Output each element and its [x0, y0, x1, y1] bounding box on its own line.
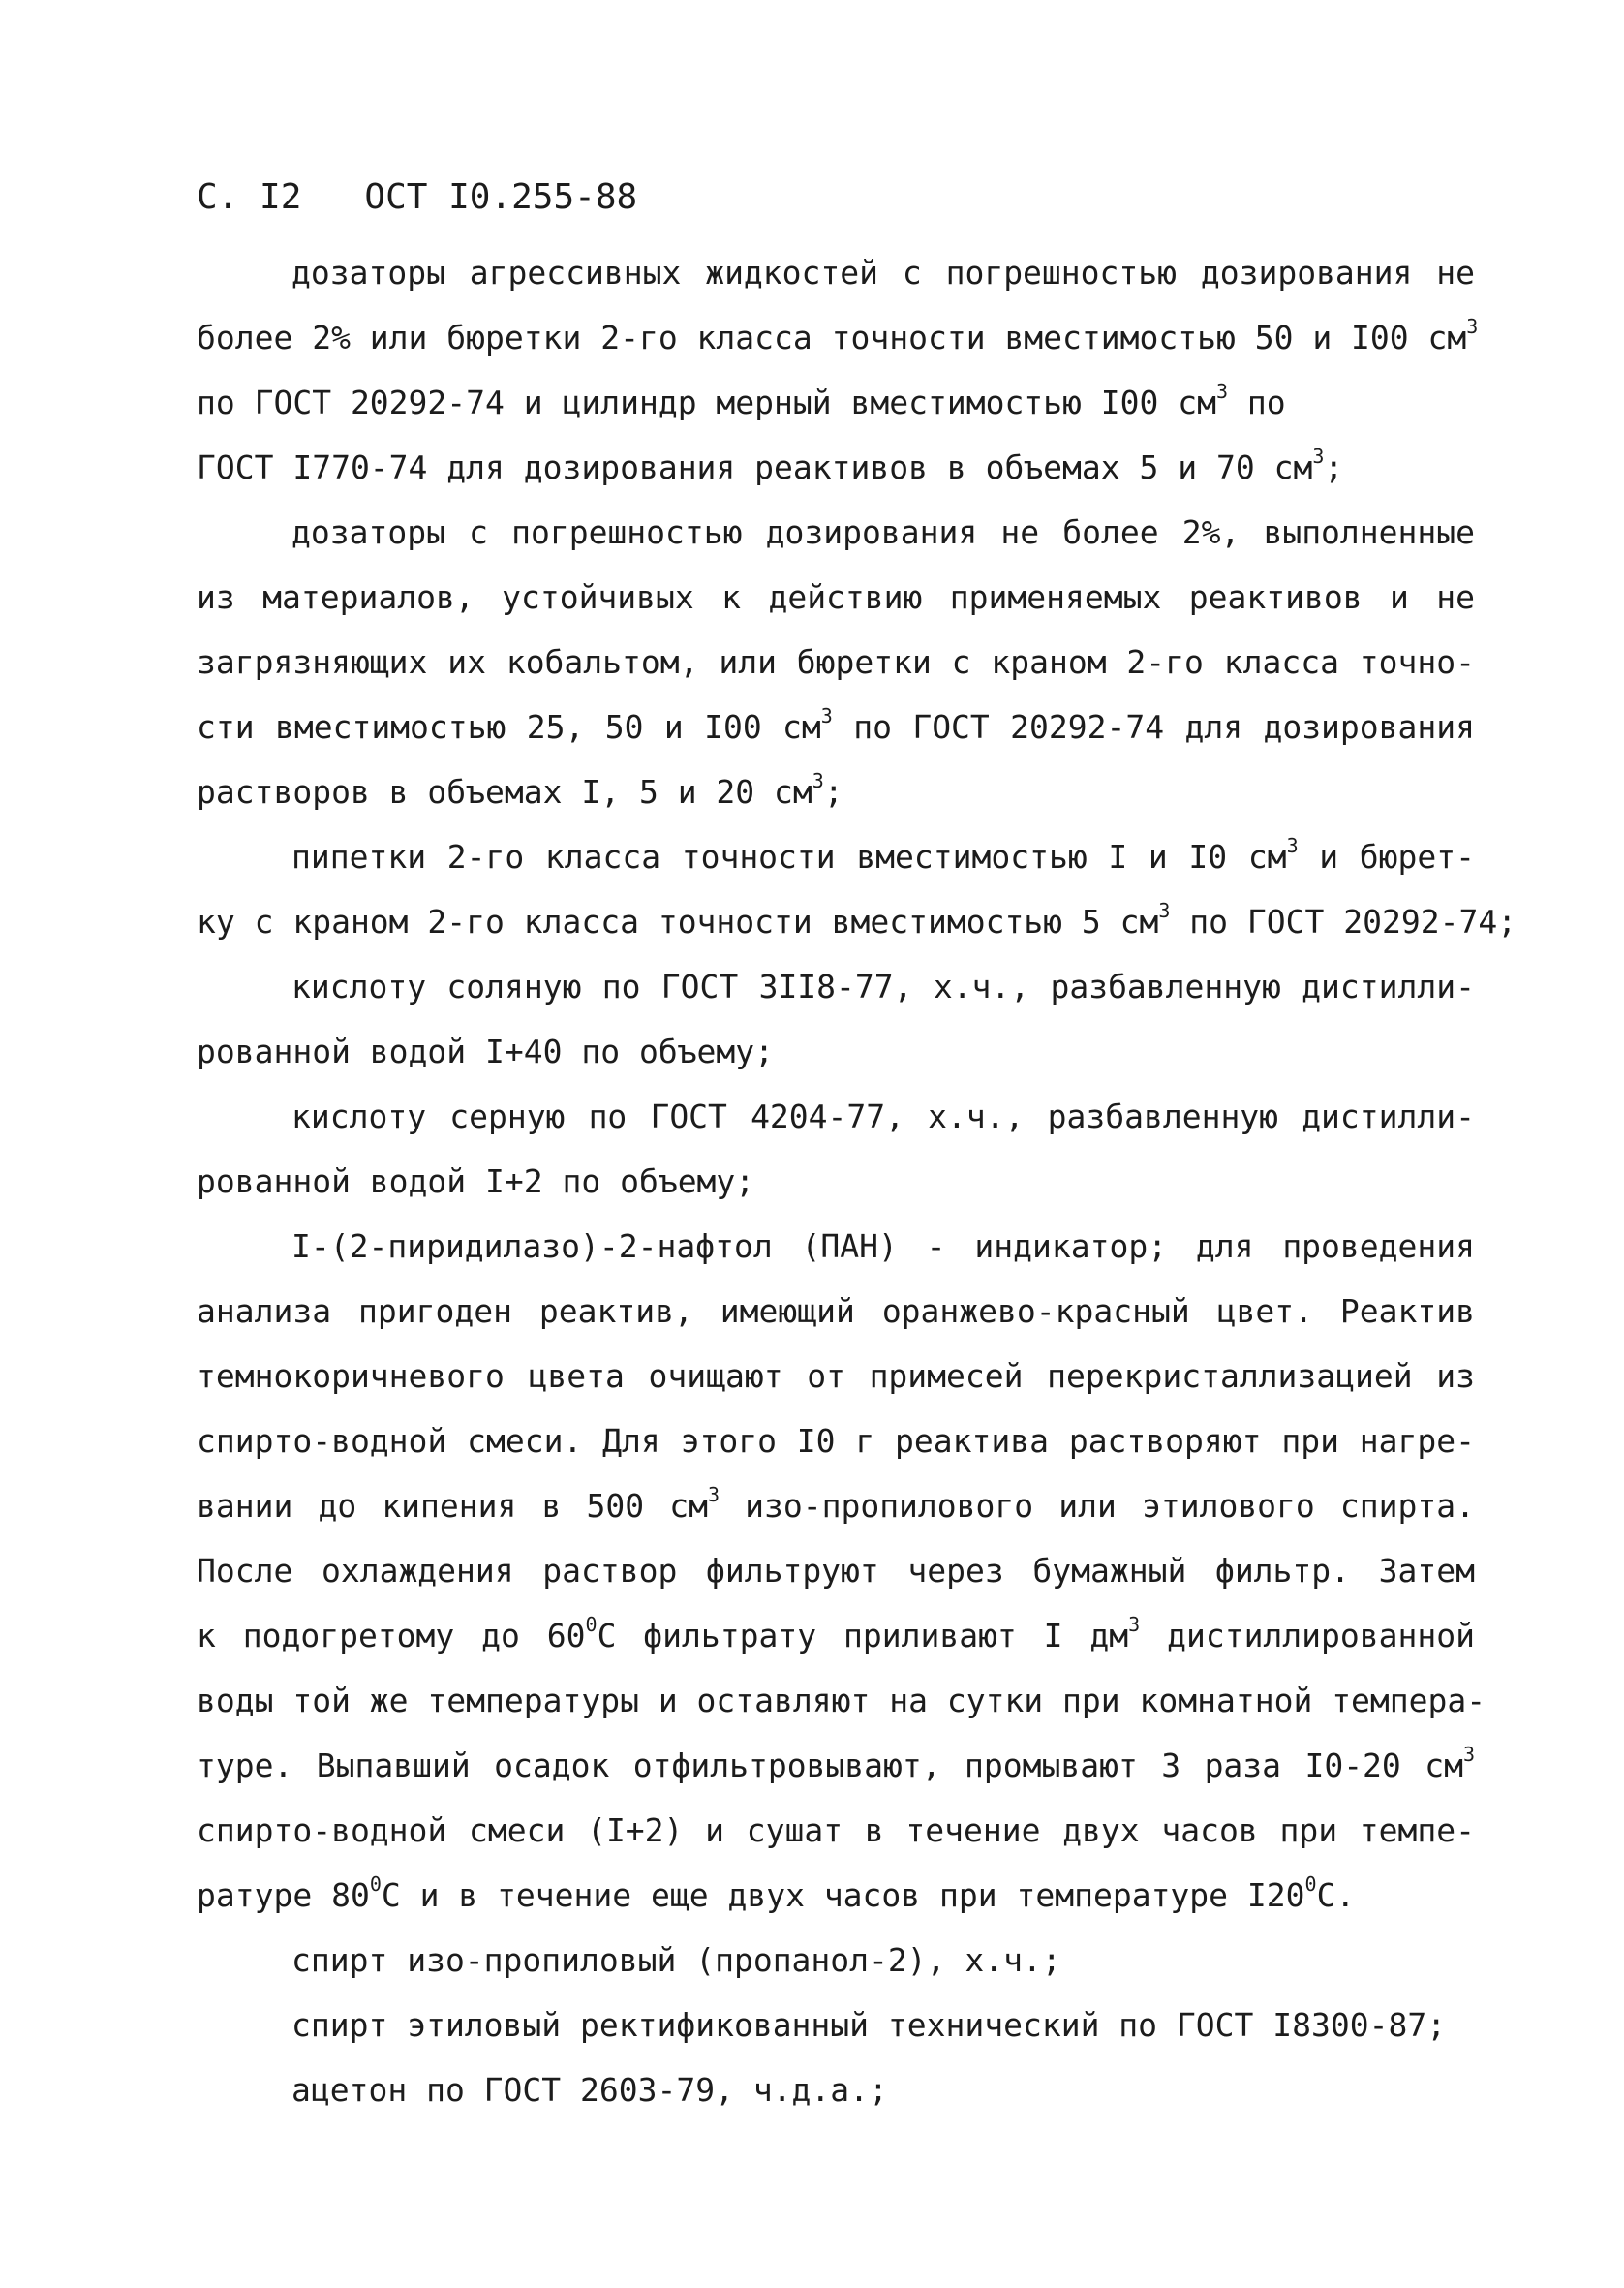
line-text: ацетон по ГОСТ 2603-79, ч.д.а.;	[291, 2071, 888, 2109]
text-line	[197, 435, 1475, 500]
line-text: кислоту соляную по ГОСТ 3II8-77, х.ч., разбавленную дистилли-	[291, 968, 1475, 1005]
line-text: спирто-водной смеси. Для этого I0 г реактива растворяют при нагре-	[197, 1422, 1475, 1460]
text-line	[197, 1993, 1475, 2057]
line-text: пипетки 2-го класса точности вместимостью I и I0 см	[291, 838, 1287, 876]
text-line	[197, 954, 1475, 1019]
text-line	[197, 759, 1475, 824]
text-line	[197, 1473, 1475, 1538]
text-line	[197, 370, 1475, 435]
line-text: I-(2-пиридилазо)-2-нафтол (ПАН) - индикатор; для проведения	[291, 1227, 1475, 1265]
text-line	[197, 500, 1475, 565]
line-text: темнокоричневого цвета очищают от примесей перекристаллизацией из	[197, 1357, 1475, 1395]
superscript: 3	[1128, 1613, 1141, 1636]
line-text: и бюрет-	[1298, 838, 1475, 876]
line-text: дистиллированной	[1140, 1617, 1475, 1654]
line-text: к подогретому до 60	[197, 1617, 586, 1654]
line-text: спирто-водной смеси (I+2) и сушат в течение двух часов при темпе-	[197, 1811, 1475, 1849]
text-line	[197, 630, 1475, 695]
text-line	[197, 1798, 1475, 1863]
document-body	[197, 240, 1517, 2122]
superscript: 3	[812, 769, 824, 792]
text-line	[197, 1019, 1475, 1084]
line-text: из материалов, устойчивых к действию применяемых реактивов и не	[197, 578, 1475, 616]
line-text: С фильтрату приливают I дм	[597, 1617, 1129, 1654]
standard-code: ОСТ I0.255-88	[364, 177, 638, 217]
line-text: ГОСТ I770-74 для дозирования реактивов в объемах 5 и 70 см	[197, 448, 1313, 486]
line-text: сти вместимостью 25, 50 и I00 см	[197, 708, 821, 746]
superscript: 3	[1462, 1743, 1475, 1766]
text-line	[197, 2057, 1475, 2122]
line-text: более 2% или бюретки 2-го класса точности вместимостью 50 и I00 см	[197, 319, 1467, 356]
superscript: 3	[1158, 899, 1171, 922]
line-text: изо-пропилового или этилового спирта.	[720, 1487, 1475, 1525]
text-line	[197, 1214, 1475, 1279]
line-text: туре. Выпавший осадок отфильтровывают, промывают 3 раза I0-20 см	[197, 1747, 1463, 1784]
line-text: растворов в объемах I, 5 и 20 см	[197, 773, 812, 811]
line-text: ратуре 80	[197, 1876, 370, 1914]
line-text: по ГОСТ 20292-74;	[1170, 903, 1517, 941]
text-line	[197, 240, 1475, 305]
superscript: 3	[707, 1483, 720, 1506]
line-text: вании до кипения в 500 см	[197, 1487, 708, 1525]
superscript: 3	[1286, 834, 1299, 857]
line-text: С и в течение еще двух часов при температуре I20	[381, 1876, 1305, 1914]
text-line	[197, 1668, 1486, 1733]
line-text: спирт этиловый ректификованный технический по ГОСТ I8300-87;	[291, 2006, 1447, 2044]
line-text: После охлаждения раствор фильтруют через бумажный фильтр. Затем	[197, 1552, 1475, 1590]
text-line	[197, 1733, 1475, 1798]
line-text: рованной водой I+40 по объему;	[197, 1033, 775, 1070]
line-text: дозаторы агрессивных жидкостей с погрешностью дозирования не	[291, 254, 1475, 292]
text-line	[197, 695, 1475, 759]
line-text: ку с краном 2-го класса точности вместимостью 5 см	[197, 903, 1159, 941]
superscript: 0	[585, 1613, 598, 1636]
superscript: 3	[1216, 380, 1229, 403]
superscript: 3	[820, 704, 833, 727]
text-line	[197, 824, 1475, 889]
superscript: 0	[369, 1872, 382, 1896]
line-text: по ГОСТ 20292-74 для дозирования	[832, 708, 1475, 746]
text-line	[197, 1928, 1475, 1993]
superscript: 3	[1312, 445, 1325, 468]
line-text: дозаторы с погрешностью дозирования не более 2%, выполненные	[291, 513, 1475, 551]
line-text: загрязняющих их кобальтом, или бюретки с краном 2-го класса точно-	[197, 643, 1475, 681]
text-line	[197, 1279, 1475, 1344]
line-text: воды той же температуры и оставляют на сутки при комнатной темпера-	[197, 1682, 1486, 1719]
text-line	[197, 889, 1517, 954]
superscript: 3	[1466, 315, 1479, 338]
line-text: спирт изо-пропиловый (пропанол-2), х.ч.;	[291, 1941, 1061, 1979]
text-line	[197, 565, 1475, 630]
text-line	[197, 305, 1479, 370]
text-line	[197, 1863, 1475, 1928]
text-line	[197, 1149, 1475, 1214]
line-text: по ГОСТ 20292-74 и цилиндр мерный вместимостью I00 см	[197, 384, 1216, 421]
line-text: кислоту серную по ГОСТ 4204-77, х.ч., разбавленную дистилли-	[291, 1098, 1475, 1135]
line-text: ;	[823, 773, 843, 811]
text-line	[197, 1538, 1475, 1603]
page-number: С. I2	[197, 177, 302, 217]
line-text: рованной водой I+2 по объему;	[197, 1162, 755, 1200]
line-text: ;	[1324, 448, 1344, 486]
superscript: 0	[1304, 1872, 1317, 1896]
text-line	[197, 1408, 1475, 1473]
text-line	[197, 1084, 1475, 1149]
text-line	[197, 1603, 1475, 1668]
text-line	[197, 1344, 1475, 1408]
line-text: анализа пригоден реактив, имеющий оранжево-красный цвет. Реактив	[197, 1292, 1475, 1330]
page-header	[197, 177, 637, 217]
line-text: по	[1228, 384, 1286, 421]
line-text: С.	[1316, 1876, 1356, 1914]
